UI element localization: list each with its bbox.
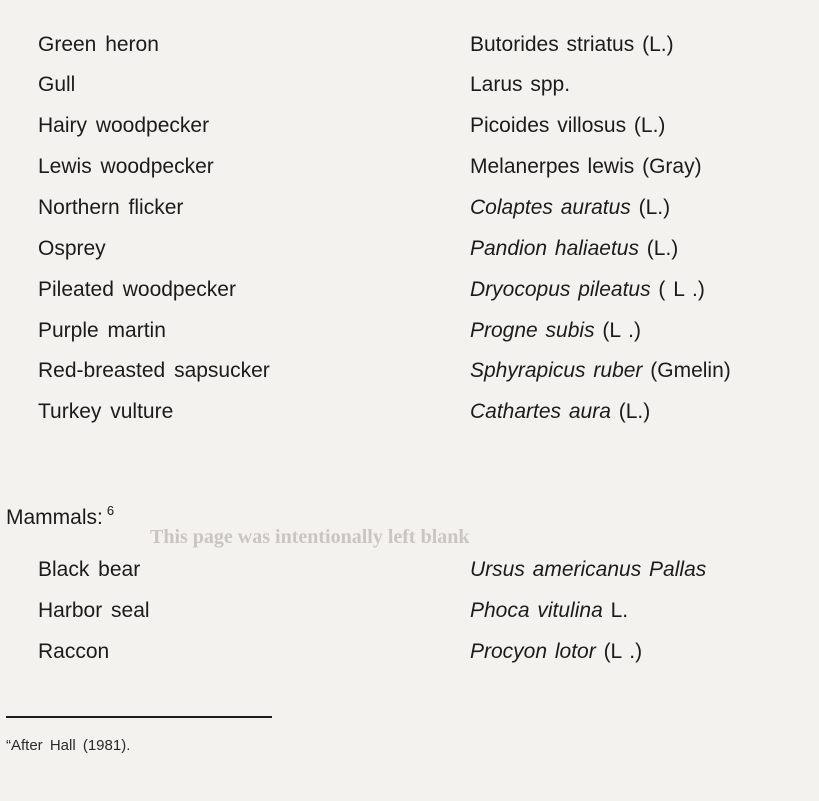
scientific-name: Melanerpes lewis (Gray) <box>470 155 702 178</box>
scientific-name: Ursus americanus Pallas <box>470 558 707 581</box>
list-item <box>0 594 819 628</box>
list-item <box>0 354 819 388</box>
footnote-divider <box>6 716 272 718</box>
common-name: Raccon <box>38 640 110 663</box>
common-name: Lewis woodpecker <box>38 155 214 178</box>
list-item <box>0 395 819 429</box>
common-name: Hairy woodpecker <box>38 114 210 137</box>
scientific-name: Phoca vitulina L. <box>470 599 629 622</box>
list-item <box>0 109 819 143</box>
list-item <box>0 232 819 266</box>
mammals-heading: Mammals: $^6$ <box>6 503 115 529</box>
scientific-name: Procyon lotor (L .) <box>470 640 643 663</box>
common-name: Gull <box>38 73 76 96</box>
common-name: Purple martin <box>38 319 166 342</box>
scientific-name: Progne subis (L .) <box>470 319 641 342</box>
scientific-name: Picoides villosus (L.) <box>470 114 666 137</box>
list-item <box>0 28 819 62</box>
common-name: Osprey <box>38 237 106 260</box>
common-name: Black bear <box>38 558 141 581</box>
list-item <box>0 314 819 348</box>
common-name: Harbor seal <box>38 599 150 622</box>
list-item <box>0 150 819 184</box>
common-name: Northern flicker <box>38 196 184 219</box>
footnote: “After Hall (1981). <box>6 737 131 754</box>
scientific-name: Sphyrapicus ruber (Gmelin) <box>470 359 731 382</box>
list-item <box>0 273 819 307</box>
common-name: Pileated woodpecker <box>38 278 236 301</box>
scientific-name: Colaptes auratus (L.) <box>470 196 671 219</box>
scientific-name: Larus spp. <box>470 73 571 96</box>
bleed-through-text: This page was intentionally left blank <box>150 526 470 548</box>
scientific-name: Pandion haliaetus (L.) <box>470 237 679 260</box>
footnote-marker: 6 <box>106 503 115 518</box>
common-name: Turkey vulture <box>38 400 174 423</box>
list-item <box>0 635 819 669</box>
list-item <box>0 191 819 225</box>
scientific-name: Cathartes aura (L.) <box>470 400 651 423</box>
common-name: Red-breasted sapsucker <box>38 359 270 382</box>
list-item <box>0 68 819 102</box>
scientific-name: Butorides striatus (L.) <box>470 33 674 56</box>
scientific-name: Dryocopus pileatus ( L .) <box>470 278 705 301</box>
common-name: Green heron <box>38 33 159 56</box>
list-item <box>0 553 819 587</box>
